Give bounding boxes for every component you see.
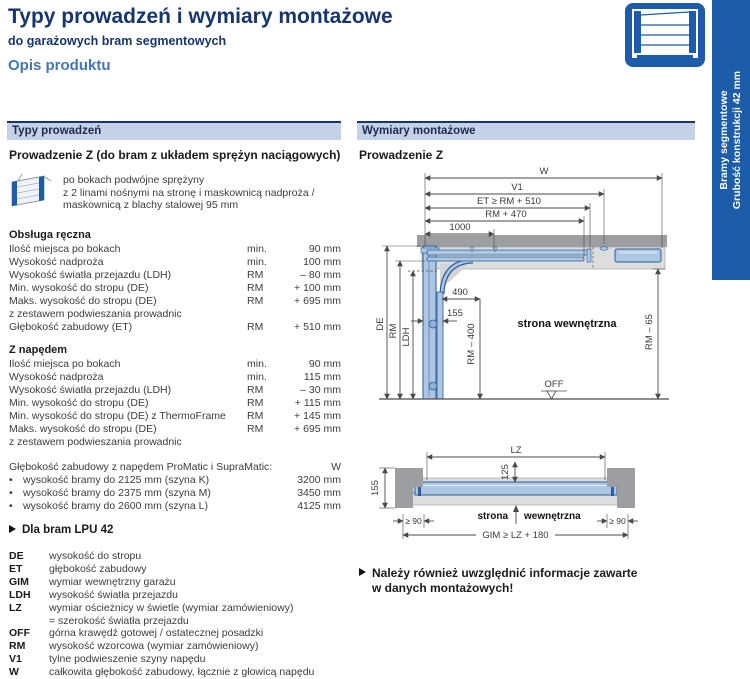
- side-tab-line2: Grubość konstrukcji 42 mm: [731, 70, 743, 210]
- bullet-icon: •: [9, 500, 13, 512]
- rail-end-bracket: [587, 249, 591, 262]
- legend-desc: całkowita głębokość zabudowy, łącznie z głowicą napędu: [49, 666, 315, 679]
- legend-row: [9, 653, 341, 666]
- dim-rm: RM: [388, 323, 399, 339]
- door-spring-icon: [9, 172, 53, 219]
- legend-desc: wysokość światła przejazdu: [49, 588, 178, 601]
- item-value: 4125 mm: [297, 500, 341, 512]
- legend-abbr: W: [9, 666, 19, 679]
- legend-desc: wymiar wewnętrzny garażu: [49, 575, 176, 588]
- table-row: [7, 282, 341, 295]
- legend: [9, 550, 341, 679]
- legend-desc-line1: wymiar ościeżnicy w świetle (wymiar zamówieniowy): [49, 601, 294, 614]
- drive-depth-value-header: W: [331, 461, 341, 473]
- legend-abbr: LDH: [9, 588, 31, 601]
- legend-abbr: RM: [9, 640, 26, 653]
- legend-row: [9, 576, 341, 589]
- manual-section-title: Obsługa ręczna: [9, 229, 91, 241]
- row-unit: RM: [247, 397, 264, 409]
- row-value: + 510 mm: [294, 321, 341, 333]
- legend-abbr: ET: [9, 562, 23, 575]
- plan-view-drawing: [357, 440, 695, 546]
- row-unit: RM: [247, 410, 264, 422]
- row-value: + 145 mm: [294, 410, 341, 422]
- operator-head: [615, 249, 661, 262]
- sectional-door-icon: [624, 2, 706, 75]
- dim-155: 155: [447, 308, 463, 319]
- side-tab: [712, 0, 750, 280]
- page-subtitle: do garażowych bram segmentowych: [8, 34, 227, 48]
- arrow-right-icon: [359, 568, 366, 576]
- item-label: wysokość bramy do 2600 mm (szyna L): [23, 500, 208, 512]
- roller: [429, 320, 437, 328]
- drive-depth-section: [7, 461, 341, 513]
- item-value: 3450 mm: [297, 487, 341, 499]
- legend-desc: górna krawędź gotowej / ostatecznej posadzki: [49, 627, 264, 640]
- right-heading: Prowadzenie Z: [359, 148, 444, 162]
- dim-90-left: ≥ 90: [405, 516, 422, 526]
- bullet-icon: •: [9, 487, 13, 499]
- label-inside: strona wewnętrzna: [517, 318, 617, 330]
- row-label: [9, 423, 247, 449]
- bullet-icon: •: [9, 474, 13, 486]
- item-value: 3200 mm: [297, 474, 341, 486]
- mounting-note: [359, 566, 695, 596]
- row-unit: RM: [247, 282, 264, 294]
- row-value: 90 mm: [308, 358, 341, 370]
- legend-abbr: OFF: [9, 627, 30, 640]
- table-row: [7, 358, 341, 371]
- row-unit: min.: [247, 256, 267, 268]
- row-label-line2: z zestawem podwieszania prowadnic: [9, 436, 182, 448]
- arrow-right-icon: [9, 525, 16, 533]
- dim-gim: GIM ≥ LZ + 180: [482, 530, 549, 541]
- row-value: – 30 mm: [300, 384, 341, 396]
- legend-abbr: V1: [9, 653, 22, 666]
- side-tab-line1: Bramy segmentowe: [718, 90, 730, 190]
- table-row: [7, 321, 341, 334]
- dim-490: 490: [452, 287, 468, 298]
- table-row: [7, 295, 341, 321]
- legend-abbr: LZ: [9, 601, 22, 614]
- legend-desc: tylne podwieszenie szyny napędu: [49, 653, 206, 666]
- row-unit: RM: [247, 295, 264, 307]
- item-label: wysokość bramy do 2125 mm (szyna K): [23, 474, 210, 486]
- legend-row: [9, 640, 341, 653]
- legend-desc: [49, 602, 341, 628]
- inside-arrow-icon: [513, 505, 519, 512]
- right-section-header: Wymiary montażowe: [357, 121, 695, 140]
- legend-row: [9, 602, 341, 628]
- label-off: OFF: [544, 379, 564, 390]
- row-label: Ilość miejsca po bokach: [9, 358, 121, 370]
- table-row: [7, 410, 341, 423]
- mounting-note-line2: w danych montażowych!: [372, 581, 514, 595]
- row-value: + 100 mm: [294, 282, 341, 294]
- powered-section-title: Z napędem: [9, 344, 68, 356]
- roller: [429, 382, 437, 390]
- label-inside-2: wewnętrzna: [524, 511, 581, 522]
- dim-155-plan: 155: [370, 480, 381, 496]
- table-row: [7, 371, 341, 384]
- row-value: 90 mm: [308, 243, 341, 255]
- row-label: Wysokość nadproża: [9, 371, 104, 383]
- legend-abbr: GIM: [9, 575, 29, 588]
- dim-v1: V1: [511, 182, 523, 193]
- dim-rm65: RM – 65: [644, 314, 655, 350]
- left-column: [7, 121, 341, 679]
- legend-row: [9, 589, 341, 602]
- table-row: [7, 397, 341, 410]
- drive-depth-header: [7, 461, 341, 474]
- spring-note: [9, 172, 341, 219]
- ceiling: [417, 235, 667, 247]
- dim-1000: 1000: [449, 222, 471, 233]
- legend-row: [9, 550, 341, 563]
- row-unit: RM: [247, 423, 264, 435]
- horizontal-track: [427, 250, 590, 255]
- page-title: Typy prowadzeń i wymiary montażowe: [8, 5, 393, 28]
- list-item: [7, 487, 341, 500]
- off-arrow-icon: [547, 391, 556, 399]
- lpu-note-text: Dla bram LPU 42: [22, 524, 114, 536]
- row-label-line1: Maks. wysokość do stropu (DE): [9, 295, 157, 307]
- dim-lz: LZ: [510, 445, 522, 456]
- row-value: + 695 mm: [294, 423, 341, 435]
- row-unit: min.: [247, 243, 267, 255]
- vertical-track: [437, 292, 443, 399]
- row-value: + 115 mm: [294, 397, 341, 409]
- table-row: [7, 423, 341, 449]
- row-value: 100 mm: [303, 256, 341, 268]
- row-label-line1: Maks. wysokość do stropu (DE): [9, 423, 157, 435]
- row-label: Wysokość nadproża: [9, 256, 104, 268]
- row-label: Min. wysokość do stropu (DE) z ThermoFrame: [9, 410, 226, 422]
- row-label: Wysokość światła przejazdu (LDH): [9, 269, 172, 281]
- legend-row: [9, 563, 341, 576]
- right-column: [357, 121, 695, 596]
- row-label: Ilość miejsca po bokach: [9, 243, 121, 255]
- table-row: [7, 243, 341, 256]
- mounting-note-text: [372, 566, 637, 596]
- legend-desc: głębokość zabudowy: [49, 562, 147, 575]
- row-unit: min.: [247, 358, 267, 370]
- dim-125: 125: [500, 464, 511, 480]
- legend-desc: wysokość wzorcowa (wymiar zamówieniowy): [49, 640, 259, 653]
- drive-depth-title: Głębokość zabudowy z napędem ProMatic i SupraMatic:: [9, 461, 273, 473]
- spring-note-line1: po bokach podwójne sprężyny: [63, 174, 205, 186]
- left-section-header: Typy prowadzeń: [7, 121, 341, 140]
- row-unit: min.: [247, 371, 267, 383]
- legend-row: [9, 627, 341, 640]
- legend-desc-line2: = szerokość światła przejazdu: [49, 614, 189, 627]
- row-value: 115 mm: [303, 371, 341, 383]
- spring-note-line2: z 2 linami nośnymi na stronę i maskownicą nadproża /: [63, 186, 315, 199]
- left-heading: Prowadzenie Z (do bram z układem sprężyn naciągowych): [9, 148, 341, 162]
- boom-rail: [427, 257, 584, 261]
- dim-et: ET ≥ RM + 510: [477, 196, 541, 207]
- spring-note-line3: maskownicą z blachy stalowej 95 mm: [63, 199, 239, 211]
- table-row: [7, 384, 341, 397]
- lpu-note: [9, 523, 341, 537]
- dim-90-right: ≥ 90: [609, 516, 626, 526]
- dim-rm400: RM – 400: [466, 323, 477, 365]
- legend-abbr: DE: [9, 550, 24, 562]
- row-label: Min. wysokość do stropu (DE): [9, 282, 149, 294]
- row-value: + 695 mm: [294, 295, 341, 307]
- row-unit: RM: [247, 384, 264, 396]
- row-value: – 80 mm: [300, 269, 341, 281]
- spring-note-text: [63, 172, 315, 212]
- legend-desc: wysokość do stropu: [49, 550, 142, 562]
- row-label: Min. wysokość do stropu (DE): [9, 397, 149, 409]
- row-unit: RM: [247, 269, 264, 281]
- mounting-note-line1: Należy również uwzględnić informacje zawarte: [372, 566, 638, 580]
- row-label: Głębokość zabudowy (ET): [9, 321, 133, 333]
- ceiling-fixing: [600, 247, 608, 251]
- side-view-drawing: [357, 164, 695, 436]
- row-unit: RM: [247, 321, 264, 333]
- row-label: [9, 295, 247, 321]
- table-row: [7, 269, 341, 282]
- dim-de: DE: [375, 317, 386, 331]
- list-item: [7, 500, 341, 513]
- label-inside-1: strona: [477, 511, 508, 522]
- row-label-line2: z zestawem podwieszania prowadnic: [9, 308, 182, 320]
- table-row: [7, 256, 341, 269]
- dim-ldh: LDH: [401, 327, 412, 347]
- list-item: [7, 474, 341, 487]
- section-title: Opis produktu: [8, 57, 111, 74]
- row-label: Wysokość światła przejazdu (LDH): [9, 384, 172, 396]
- item-label: wysokość bramy do 2375 mm (szyna M): [23, 487, 211, 499]
- side-tab-text: [712, 0, 750, 280]
- door-panel: [415, 482, 617, 495]
- dim-rm470: RM + 470: [485, 209, 527, 220]
- dim-w: W: [539, 166, 549, 177]
- legend-row: [9, 666, 341, 679]
